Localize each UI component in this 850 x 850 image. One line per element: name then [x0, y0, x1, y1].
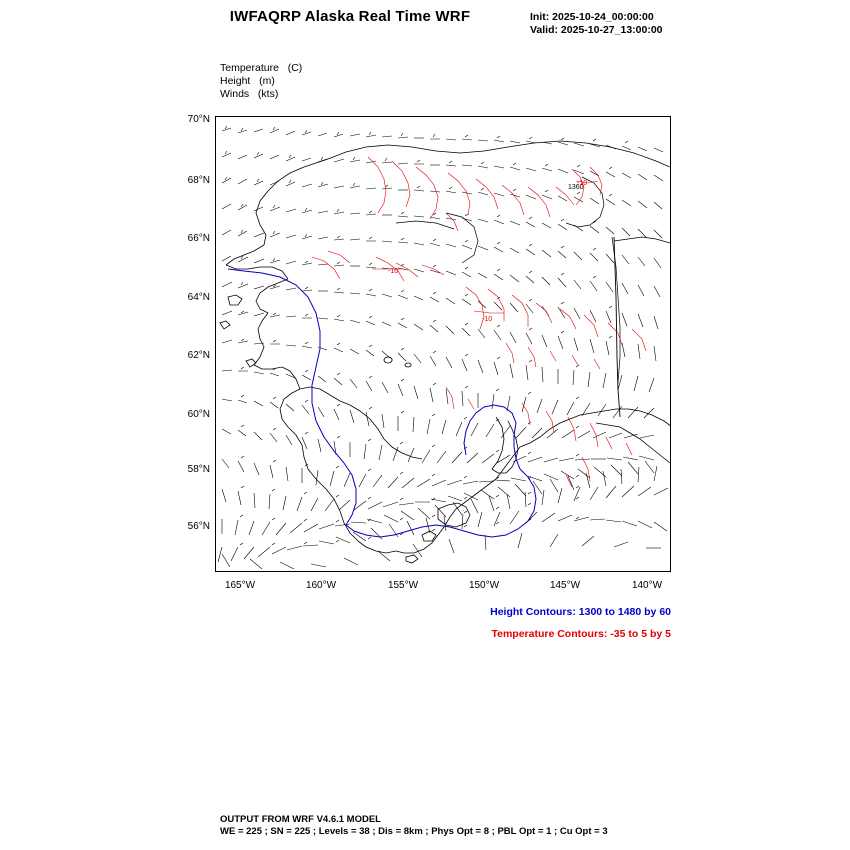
x-tick-label: 140°W — [631, 580, 663, 591]
temperature-contour-legend: Temperature Contours: -35 to 5 by 5 — [491, 628, 671, 640]
y-tick-label: 56°N — [187, 521, 210, 532]
units-legend — [220, 62, 302, 101]
y-tick-label: 64°N — [187, 292, 210, 303]
x-tick-label: 155°W — [387, 580, 419, 591]
units-temperature: Temperature (C) — [220, 62, 303, 74]
temperature-contour-label: -10 — [482, 316, 493, 323]
y-tick-label: 62°N — [187, 350, 210, 361]
x-axis — [215, 580, 671, 600]
y-tick-label: 70°N — [187, 114, 210, 125]
x-tick-label: 165°W — [224, 580, 256, 591]
init-valid-block — [530, 11, 663, 37]
weather-map-plot[interactable] — [215, 116, 671, 572]
height-contour-layer — [396, 177, 620, 383]
height-contour-label: 1360 — [568, 184, 584, 191]
temperature-contour-label: -10 — [388, 268, 399, 275]
y-tick-label: 60°N — [187, 409, 210, 420]
x-tick-label: 145°W — [549, 580, 581, 591]
units-winds: Winds (kts) — [220, 88, 279, 100]
y-axis — [170, 116, 210, 572]
y-tick-label: 66°N — [187, 233, 210, 244]
model-output-footer — [220, 814, 608, 838]
coastline-layer — [220, 141, 671, 563]
page-title: IWFAQRP Alaska Real Time WRF — [229, 8, 471, 25]
y-tick-label: 58°N — [187, 464, 210, 475]
footer-model-line: OUTPUT FROM WRF V4.6.1 MODEL — [220, 814, 381, 825]
height-contour-blue-layer — [228, 269, 536, 537]
init-time: Init: 2025-10-24_00:00:00 — [530, 11, 654, 23]
height-contour-legend: Height Contours: 1300 to 1480 by 60 — [490, 606, 671, 618]
temperature-contour-label: -10 — [577, 180, 588, 187]
footer-config-line: WE = 225 ; SN = 225 ; Levels = 38 ; Dis = 8km ; Phys Opt = 8 ; PBL Opt = 1 ; Cu Opt = 3 — [220, 826, 608, 837]
x-tick-label: 160°W — [305, 580, 337, 591]
valid-time: Valid: 2025-10-27_13:00:00 — [530, 24, 663, 36]
y-tick-label: 68°N — [187, 175, 210, 186]
units-height: Height (m) — [220, 75, 275, 87]
x-tick-label: 150°W — [468, 580, 500, 591]
